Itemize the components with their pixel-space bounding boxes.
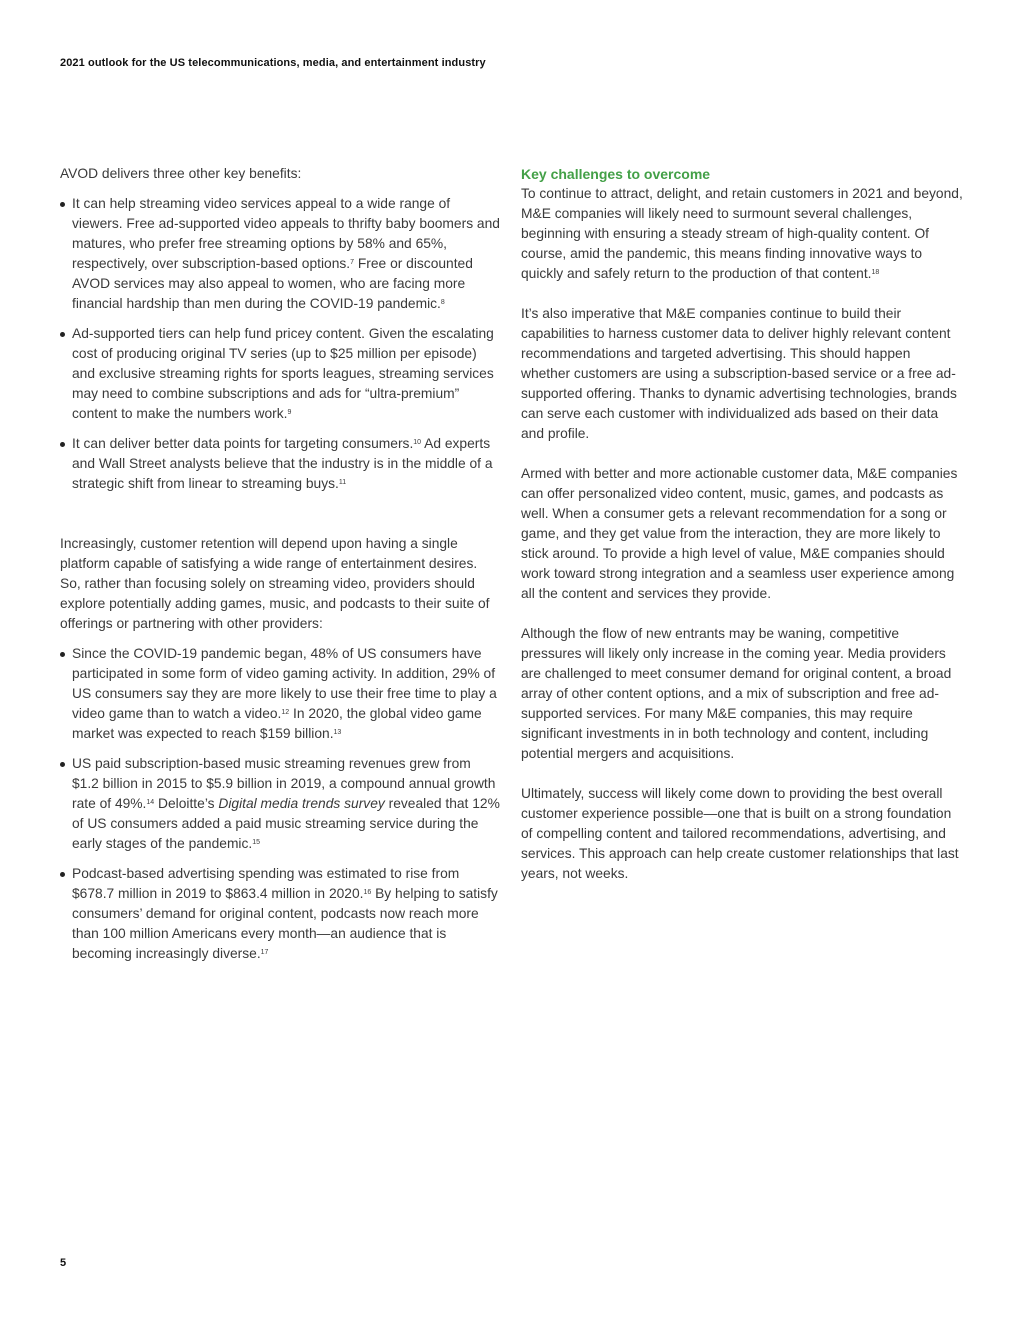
offerings-list — [60, 644, 500, 964]
footnote-ref[interactable]: 15 — [252, 839, 261, 846]
list-item: Ad-supported tiers can help fund pricey content. Given the escalating cost of producing original TV series (up to $25 million per episode) and exclusive streaming rights for sports leagues, streaming services may need to combine subscriptions and ads for “ultra-premium” content to make the numbers work.$^9$ — [60, 324, 500, 424]
left-column — [60, 164, 500, 974]
list-item: US paid subscription-based music streaming revenues grew from $1.2 billion in 2015 to $5.9 billion in 2019, a compound annual growth rate of 49%.$^{14}$ Deloitte’s Digital media trends survey revealed that 12% of US consumers added a paid music streaming service during the early stages of the pandemic.$^{15}$ — [60, 754, 500, 854]
footnote-ref[interactable]: 8 — [440, 299, 445, 306]
benefits-list — [60, 194, 500, 494]
survey-title: Digital media trends survey — [218, 796, 385, 811]
footnote-ref[interactable]: 11 — [338, 479, 347, 486]
footnote-ref[interactable]: 16 — [363, 889, 372, 896]
footnote-ref[interactable]: 9 — [287, 409, 292, 416]
paragraph: Armed with better and more actionable customer data, M&E companies can offer personalized video content, music, games, and podcasts as well. When a consumer gets a relevant recommendation for a song or game, and they get value from the interaction, they are more likely to stick around. To provide a high level of value, M&E companies should work toward strong integration and a seamless user experience among all the content and services they provide. — [521, 466, 958, 601]
footnote-ref[interactable]: 13 — [333, 729, 342, 736]
list-item: Since the COVID-19 pandemic began, 48% of US consumers have participated in some form of video gaming activity. In addition, 29% of US consumers say they are more likely to use their free time to play a video game than to watch a video.$^{12}$ In 2020, the global video game market was expected to reach $159 billion.$^{13}$ — [60, 644, 500, 744]
section-heading: Key challenges to overcome — [521, 166, 711, 182]
footnote-ref[interactable]: 7 — [350, 259, 355, 266]
list-item: It can help streaming video services appeal to a wide range of viewers. Free ad-supported video appeals to thrifty baby boomers and matures, who prefer free streaming options by 58% and 65%, respectively, over subscription-based options.$^7$ Free or discounted AVOD services may also appeal to women, who are facing more financial hardship than men during the COVID-19 pandemic.$^8$ — [60, 194, 500, 314]
footnote-ref[interactable]: 14 — [146, 799, 155, 806]
paragraph: It’s also imperative that M&E companies continue to build their capabilities to harness customer data to deliver highly relevant content recommendations and targeted advertising. This should happen whether customers are using a subscription-based service or a free ad-supported offering. Thanks to dynamic advertising technologies, brands can serve each customer with individualized ads based on their data and profile. — [521, 306, 957, 441]
footnote-ref[interactable]: 12 — [281, 709, 290, 716]
paragraph: Although the flow of new entrants may be waning, competitive pressures will likely only increase in the coming year. Media providers are challenged to meet consumer demand for original content, a broad array of other content options, and a mix of subscription and free ad-supported services. For many M&E companies, this may require significant investments in in both technology and content, including potential mergers and acquisitions. — [521, 626, 952, 761]
page-number: 5 — [60, 1257, 67, 1269]
paragraph: Ultimately, success will likely come down to providing the best overall customer experience possible—one that is built on a strong foundation of compelling content and tailored recommendations, advertising, and services. This approach can help create customer relationships that last years, not weeks. — [521, 786, 959, 881]
right-column — [521, 164, 963, 904]
list-item: It can deliver better data points for targeting consumers.$^{10}$ Ad experts and Wall Street analysts believe that the industry is in the middle of a strategic shift from linear to streaming buys.$^{11}$ — [60, 434, 500, 494]
list-item: Podcast-based advertising spending was estimated to rise from $678.7 million in 2019 to $863.4 million in 2020.16 By helping to satisfy consumers’ demand for original content, podcasts now reach more than 100 million Americans every month—an audience that is becoming increasingly diverse.$^{17}$ — [60, 864, 500, 964]
running-header: 2021 outlook for the US telecommunications, media, and entertainment industry — [60, 57, 486, 69]
footnote-ref[interactable]: 10 — [413, 439, 422, 446]
footnote-ref[interactable]: 18 — [871, 269, 880, 276]
paragraph: To continue to attract, delight, and retain customers in 2021 and beyond, M&E companies will likely need to surmount several challenges, beginning with ensuring a steady stream of high-quality content. Of course, amid the pandemic, this means finding innovative ways to quickly and safely return to the production of that content.$^{18}$ — [521, 186, 963, 281]
footnote-ref[interactable]: 17 — [260, 949, 269, 956]
retention-paragraph: Increasingly, customer retention will depend upon having a single platform capable of satisfying a wide range of entertainment desires. So, rather than focusing solely on streaming video, providers should explore potentially adding games, music, and podcasts to their suite of offerings or partnering with other providers: — [60, 536, 490, 631]
benefits-intro: AVOD delivers three other key benefits: — [60, 166, 302, 181]
